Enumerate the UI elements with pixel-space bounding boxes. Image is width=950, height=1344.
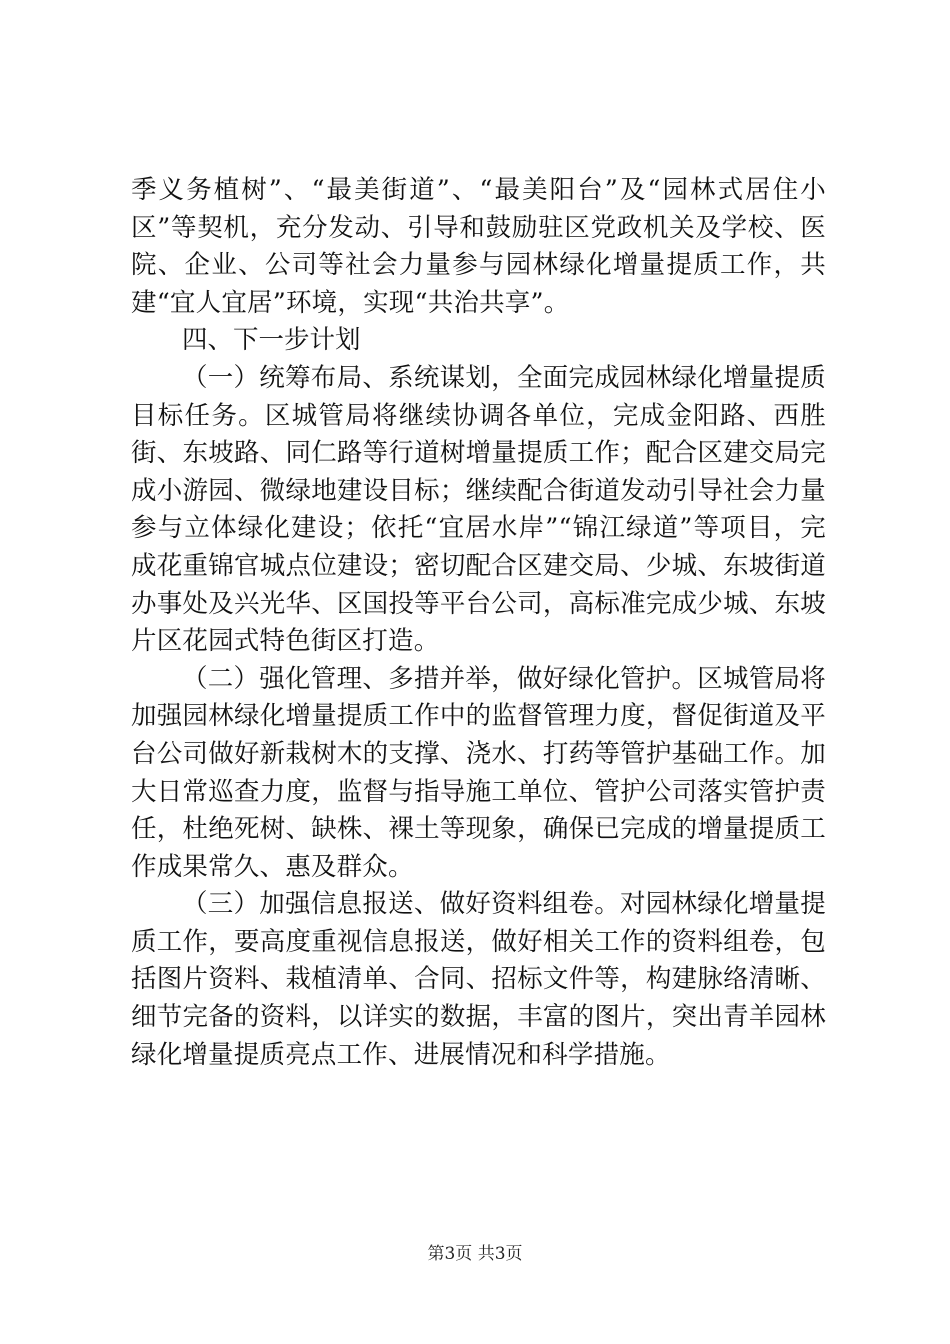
continuation-paragraph: 季义务植树”、“最美街道”、“最美阳台”及“园林式居住小区”等契机，充分发动、引导和鼓励驻区党政机关及学校、医院、企业、公司等社会力量参与园林绿化增量提质工作，共建“宜人宜居”环境，实现“共治共享”。 [131, 175, 826, 318]
page-footer: 第3页 共3页 [427, 1244, 523, 1264]
plan-item-1-paragraph: （一）统筹布局、系统谋划，全面完成园林绿化增量提质目标任务。区城管局将继续协调各单位，完成金阳路、西胜街、东坡路、同仁路等行道树增量提质工作；配合区建交局完成小游园、微绿地建设目标；继续配合街道发动引导社会力量参与立体绿化建设；依托“宜居水岸”“锦江绿道”等项目，完成花重锦官城点位建设；密切配合区建交局、少城、东坡街道办事处及兴光华、区国投等平台公司，高标准完成少城、东坡片区花园式特色街区打造。 [131, 362, 826, 657]
plan-item-3-paragraph: （三）加强信息报送、做好资料组卷。对园林绿化增量提质工作，要高度重视信息报送，做好相关工作的资料组卷，包括图片资料、栽植清单、合同、招标文件等，构建脉络清晰、细节完备的资料，以详实的数据，丰富的图片，突出青羊园林绿化增量提质亮点工作、进展情况和科学措施。 [131, 889, 826, 1070]
plan-item-2-paragraph: （二）强化管理、多措并举，做好绿化管护。区城管局将加强园林绿化增量提质工作中的监督管理力度，督促街道及平台公司做好新栽树木的支撑、浇水、打药等管护基础工作。加大日常巡查力度，监督与指导施工单位、管护公司落实管护责任，杜绝死树、缺株、裸土等现象，确保已完成的增量提质工作成果常久、惠及群众。 [131, 663, 826, 882]
section-heading: 四、下一步计划 [182, 325, 361, 356]
document-body [131, 172, 826, 1074]
